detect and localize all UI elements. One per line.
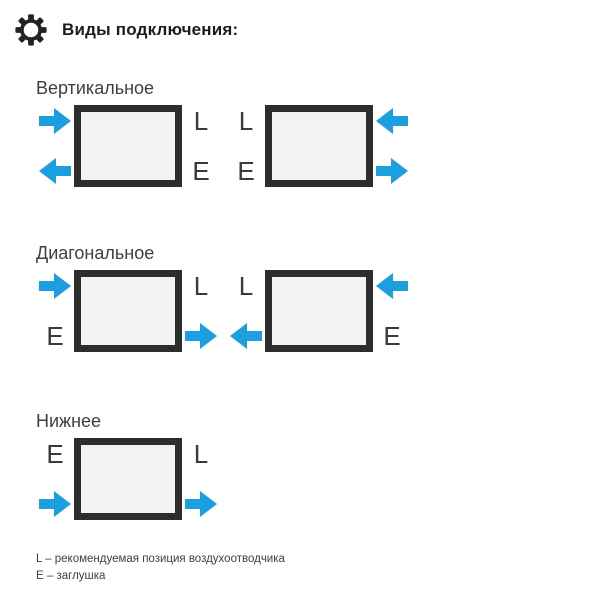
port-letter-e: E — [46, 321, 64, 351]
port-letter-e: E — [237, 156, 255, 186]
slot-top-left — [227, 271, 265, 301]
slot-bottom-left — [227, 156, 265, 186]
slot-top-right — [182, 439, 220, 469]
radiator-diagram-diagonal-left — [36, 270, 220, 352]
slot-bottom-right — [373, 321, 411, 351]
flow-arrow-right-icon — [39, 273, 71, 299]
legend-line-l: L – рекомендуемая позиция воздухоотводчика — [36, 553, 285, 565]
flow-arrow-right-icon — [39, 491, 71, 517]
slot-top-left — [36, 106, 74, 136]
port-letter-e: E — [46, 439, 64, 469]
radiator-box — [74, 438, 182, 520]
port-letter-l: L — [193, 439, 209, 469]
slot-top-left — [227, 106, 265, 136]
section-diagonal-diagrams — [36, 270, 411, 352]
slot-bottom-left — [36, 489, 74, 519]
port-letter-l: L — [193, 106, 209, 136]
slot-top-left — [36, 271, 74, 301]
legend — [36, 551, 285, 585]
section-vertical-diagrams — [36, 105, 411, 187]
radiator-diagram-vertical-right — [227, 105, 411, 187]
flow-arrow-left-icon — [39, 158, 71, 184]
port-letter-l: L — [238, 106, 254, 136]
header — [15, 14, 238, 46]
gear-icon — [15, 14, 47, 46]
radiator-box — [74, 270, 182, 352]
slot-top-right — [373, 271, 411, 301]
port-letter-l: L — [238, 271, 254, 301]
radiator-diagram-bottom — [36, 438, 220, 520]
port-letter-e: E — [383, 321, 401, 351]
flow-arrow-right-icon — [185, 491, 217, 517]
slot-top-right — [182, 106, 220, 136]
radiator-diagram-diagonal-right — [227, 270, 411, 352]
section-vertical — [36, 78, 411, 187]
slot-bottom-right — [373, 156, 411, 186]
legend-line-e: E – заглушка — [36, 570, 106, 582]
slot-bottom-right — [182, 156, 220, 186]
radiator-box — [74, 105, 182, 187]
section-diagonal-label: Диагональное — [36, 243, 155, 263]
section-bottom — [36, 411, 220, 520]
flow-arrow-right-icon — [376, 158, 408, 184]
slot-bottom-left — [36, 156, 74, 186]
flow-arrow-right-icon — [39, 108, 71, 134]
slot-bottom-left — [36, 321, 74, 351]
port-letter-l: L — [193, 271, 209, 301]
section-bottom-diagrams — [36, 438, 220, 520]
section-bottom-label: Нижнее — [36, 411, 102, 431]
slot-bottom-right — [182, 489, 220, 519]
page-title: Виды подключения: — [62, 20, 239, 39]
slot-bottom-right — [182, 321, 220, 351]
flow-arrow-right-icon — [185, 323, 217, 349]
flow-arrow-left-icon — [230, 323, 262, 349]
radiator-box — [265, 270, 373, 352]
radiator-diagram-vertical-left — [36, 105, 220, 187]
flow-arrow-left-icon — [376, 108, 408, 134]
slot-top-right — [182, 271, 220, 301]
section-diagonal — [36, 243, 411, 352]
slot-top-left — [36, 439, 74, 469]
slot-bottom-left — [227, 321, 265, 351]
slot-top-right — [373, 106, 411, 136]
radiator-box — [265, 105, 373, 187]
section-vertical-label: Вертикальное — [36, 78, 155, 98]
port-letter-e: E — [192, 156, 210, 186]
flow-arrow-left-icon — [376, 273, 408, 299]
